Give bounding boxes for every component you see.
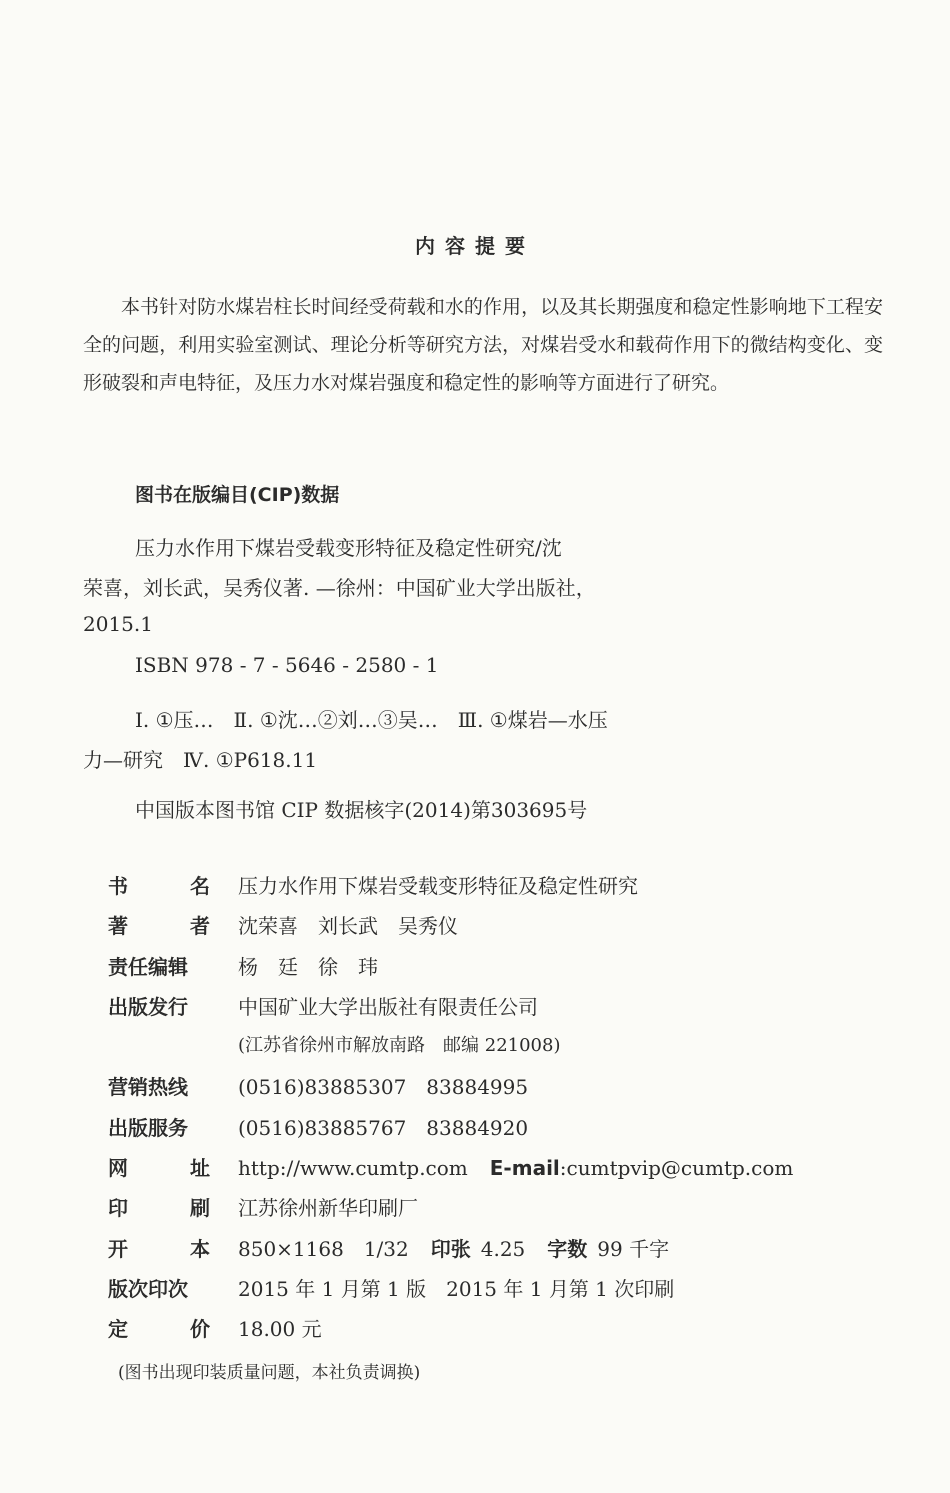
- info-row-publisher: [108, 991, 793, 1031]
- info-label-editor: 责任编辑: [108, 954, 188, 979]
- cip-title-line: 压力水作用下煤岩受载变形特征及稳定性研究/沈: [135, 536, 562, 560]
- info-row-marketing: [108, 1071, 793, 1111]
- sheets-label: 印张: [430, 1236, 471, 1261]
- info-label-marketing: 营销热线: [108, 1075, 188, 1100]
- info-label-edition: 版次印次: [108, 1276, 188, 1301]
- info-row-format: [108, 1233, 793, 1273]
- info-row-price: [108, 1313, 793, 1353]
- cip-classification-line2: 力—研究 Ⅳ. ①P618.11: [83, 748, 318, 772]
- info-value-price: 18.00 元: [238, 1317, 322, 1342]
- info-row-editor: [108, 951, 793, 991]
- info-value-web: [238, 1156, 793, 1180]
- info-label-author: 著 者: [108, 914, 210, 939]
- cip-verification: 中国版本图书馆 CIP 数据核字(2014)第303695号: [135, 798, 588, 822]
- email-link[interactable]: :cumtpvip@cumtp.com: [559, 1156, 794, 1181]
- cip-date-line: 2015.1: [83, 612, 153, 636]
- info-row-author: [108, 910, 793, 950]
- info-label-printer: 印 刷: [108, 1196, 210, 1221]
- website-link[interactable]: http://www.cumtp.com: [238, 1156, 468, 1181]
- info-value-address: (江苏省徐州市解放南路 邮编 221008): [238, 1035, 561, 1057]
- info-value-marketing: (0516)83885307 83884995: [238, 1075, 529, 1100]
- info-value-title: 压力水作用下煤岩受载变形特征及稳定性研究: [238, 874, 638, 898]
- info-row-title: [108, 870, 793, 910]
- info-row-web: [108, 1152, 793, 1192]
- cip-heading: 图书在版编目(CIP)数据: [135, 484, 340, 506]
- summary-title: 内容提要: [415, 234, 535, 258]
- cip-classification-line1: Ⅰ. ①压… Ⅱ. ①沈…②刘…③吴… Ⅲ. ①煤岩—水压: [135, 708, 608, 732]
- info-label-web: 网 址: [108, 1156, 210, 1181]
- info-value-publisher: 中国矿业大学出版社有限责任公司: [238, 994, 538, 1019]
- info-label-publisher: 出版发行: [108, 994, 188, 1019]
- info-value-printer: 江苏徐州新华印刷厂: [238, 1196, 418, 1221]
- info-label-title: 书 名: [108, 874, 210, 898]
- sheets-value: 4.25: [480, 1236, 526, 1261]
- quality-note: (图书出现印装质量问题，本社负责调换): [118, 1363, 421, 1383]
- words-label: 字数: [547, 1236, 588, 1261]
- info-value-author: 沈荣喜 刘长武 吴秀仪: [238, 914, 458, 939]
- info-value-edition: 2015 年 1 月第 1 版 2015 年 1 月第 1 次印刷: [238, 1276, 675, 1301]
- info-row-printer: [108, 1192, 793, 1232]
- info-label-service: 出版服务: [108, 1115, 188, 1140]
- info-label-price: 定 价: [108, 1317, 210, 1342]
- format-value: 850×1168 1/32: [238, 1236, 409, 1261]
- info-value-format: [238, 1233, 669, 1262]
- info-row-service: [108, 1112, 793, 1152]
- email-label: E-mail: [489, 1156, 560, 1181]
- words-value: 99 千字: [597, 1236, 670, 1261]
- info-value-service: (0516)83885767 83884920: [238, 1115, 529, 1140]
- info-row-edition: [108, 1273, 793, 1313]
- cip-author-line: 荣喜，刘长武，吴秀仪著. —徐州：中国矿业大学出版社，: [83, 576, 596, 600]
- info-value-editor: 杨 廷 徐 玮: [238, 954, 378, 979]
- info-row-address: [108, 1031, 793, 1071]
- publication-info: [108, 870, 793, 1354]
- summary-body: 本书针对防水煤岩柱长时间经受荷载和水的作用，以及其长期强度和稳定性影响地下工程安全的问题，利用实验室测试、理论分析等研究方法，对煤岩受水和载荷作用下的微结构变化、变形破裂和声电特征，及压力水对煤岩强度和稳定性的影响等方面进行了研究。: [83, 296, 883, 394]
- info-label-format: 开 本: [108, 1236, 210, 1261]
- cip-isbn: ISBN 978 - 7 - 5646 - 2580 - 1: [135, 653, 439, 677]
